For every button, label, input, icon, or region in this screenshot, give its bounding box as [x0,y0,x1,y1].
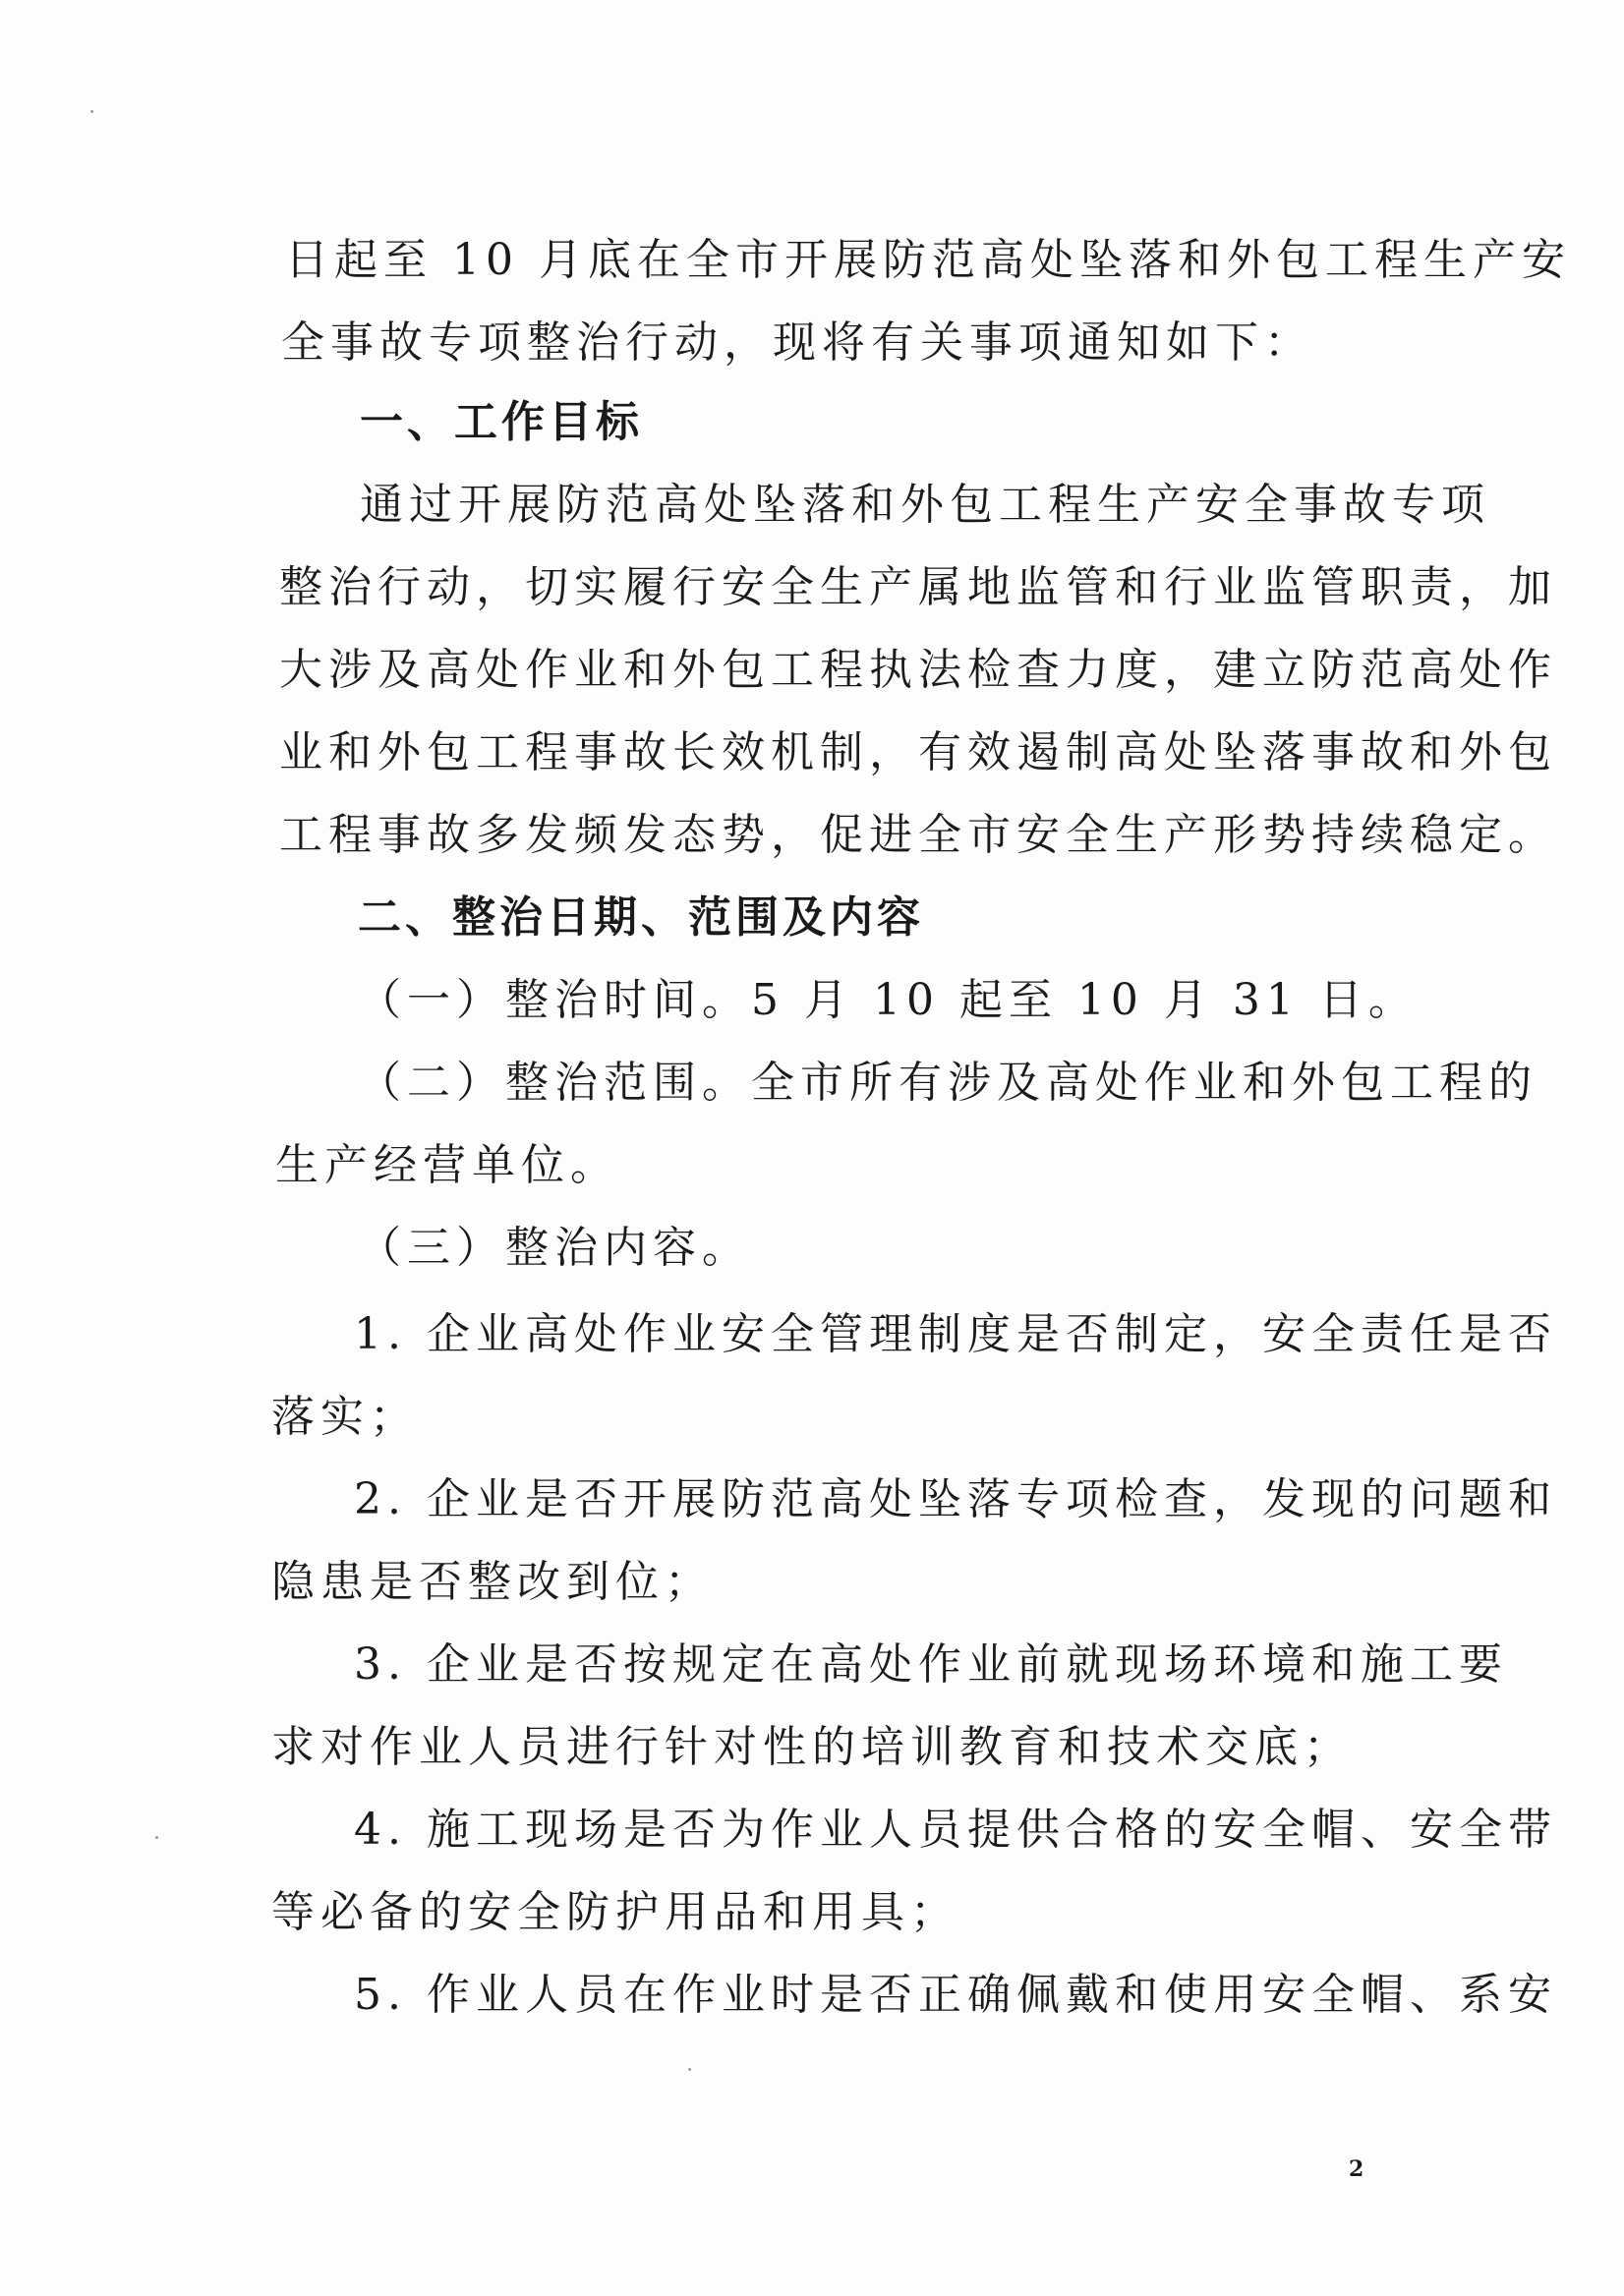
paragraph-line: （三）整治内容。 [358,1223,751,1273]
paragraph-line: 整治行动，切实履行安全生产属地监管和行业监管职责，加 [279,562,1557,612]
paragraph-line: 业和外包工程事故长效机制，有效遏制高处坠落事故和外包 [279,727,1557,777]
paragraph-line: 通过开展防范高处坠落和外包工程生产安全事故专项 [360,480,1490,530]
scan-speck [688,2068,691,2071]
scan-speck [90,110,93,113]
list-item-line: 1. 企业高处作业安全管理制度是否制定，安全责任是否 [354,1309,1557,1359]
section-heading-period-scope-content: 二、整治日期、范围及内容 [358,892,924,943]
paragraph-line: 日起至 10 月底在全市开展防范高处坠落和外包工程生产安 [285,235,1571,285]
list-item-line: 落实； [271,1392,419,1442]
list-item-line: 3. 企业是否按规定在高处作业前就现场环境和施工要 [354,1639,1508,1690]
list-item-line: 5. 作业人员在作业时是否正确佩戴和使用安全帽、系安 [354,1970,1557,2020]
list-item-line: 等必备的安全防护用品和用具； [271,1887,959,1937]
paragraph-line: （一）整治时间。5 月 10 起至 10 月 31 日。 [358,975,1418,1025]
paragraph-line: （二）整治范围。全市所有涉及高处作业和外包工程的 [358,1058,1537,1108]
page-number: 2 [1349,2156,1364,2182]
paragraph-line: 工程事故多发频发态势，促进全市安全生产形势持续稳定。 [279,810,1557,860]
paragraph-line: 全事故专项整治行动，现将有关事项通知如下： [281,317,1313,368]
paragraph-line: 大涉及高处作业和外包工程执法检查力度，建立防范高处作 [279,645,1557,695]
list-item-line: 4. 施工现场是否为作业人员提供合格的安全帽、安全带 [354,1805,1557,1855]
paragraph-line: 生产经营单位。 [275,1140,619,1190]
scan-speck [155,1836,158,1839]
list-item-line: 隐患是否整改到位； [271,1557,714,1607]
section-heading-work-goals: 一、工作目标 [360,397,643,447]
list-item-line: 求对作业人员进行针对性的培训教育和技术交底； [271,1722,1353,1772]
list-item-line: 2. 企业是否开展防范高处坠落专项检查，发现的问题和 [354,1474,1557,1524]
